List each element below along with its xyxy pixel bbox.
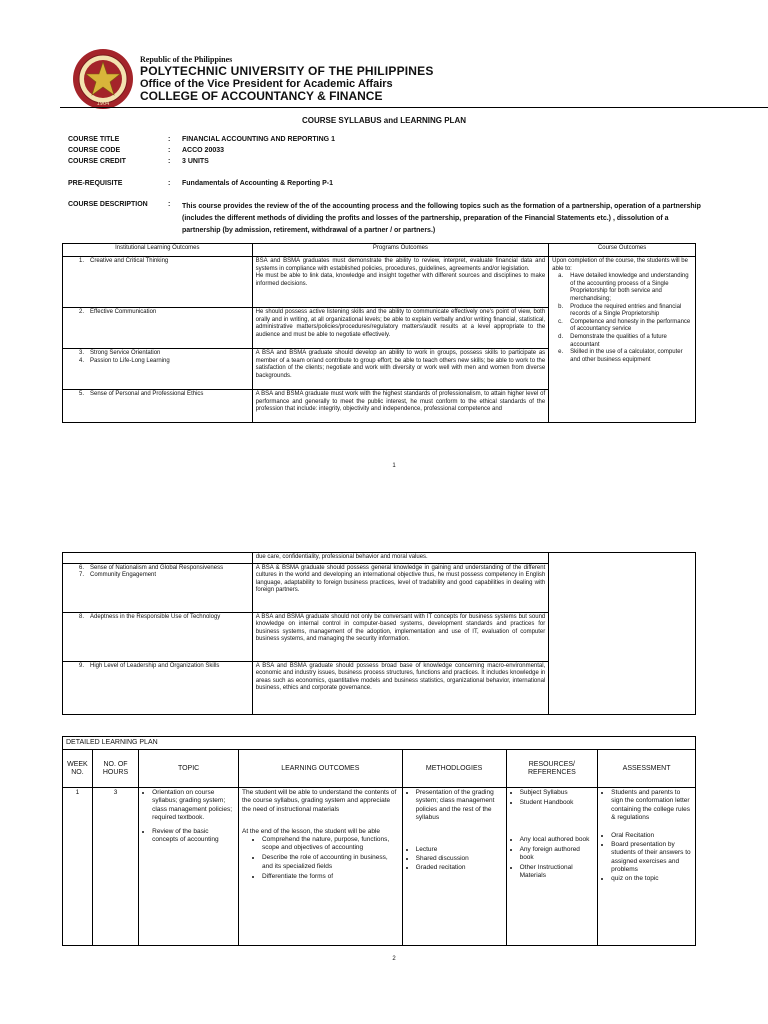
- pup-seal-logo: [72, 48, 134, 110]
- co-text: Have detailed knowledge and understanding of the accounting process of a Single Proprietorship for both service and merchandising;: [570, 273, 689, 302]
- co-text: Competence and honesty in the performance of accountancy service: [570, 318, 691, 333]
- course-credit-label: COURSE CREDIT: [68, 158, 126, 165]
- list-item: • Comprehend the nature, purpose, functions, scope and objectives of accounting: [262, 836, 399, 852]
- document-title: COURSE SYLLABUS and LEARNING PLAN: [301, 116, 466, 125]
- co-text: Skilled in the use of a calculator, computer and other business equipment: [570, 349, 683, 363]
- list-number: 4.: [78, 357, 84, 364]
- po-cell: He should possess active listening skills and the ability to communicate effectively one's point of view, both orally and in writing, at all organizational levels; be able to explain verbally and/or writing financial, statistical, administrative matters/policies/procedures/regulatory matters/audit results at a level appropriate to the audience and must be able to negotiate effectively.: [252, 308, 549, 349]
- course-outcomes-cell: [549, 553, 696, 715]
- page-number: 1: [392, 463, 396, 469]
- assessment-header: ASSESSMENT: [598, 750, 696, 788]
- header-divider: [60, 107, 768, 108]
- list-number: 8.: [78, 613, 84, 620]
- topic-header: TOPIC: [139, 750, 239, 788]
- office-name: Office of the Vice President for Academic Affairs: [140, 77, 393, 90]
- list-item: [558, 273, 692, 303]
- list-item: • Other Instructional Materials: [520, 864, 595, 880]
- assessment-cell: [598, 788, 696, 946]
- ilo-item: Passion to Life-Long Learning: [90, 357, 170, 364]
- ilo-cell: [63, 257, 253, 308]
- colon: :: [168, 147, 171, 154]
- co-text: Produce the required entries and financial records of a Single Proprietorship: [570, 303, 682, 318]
- po-cell: A BSA and BSMA graduate should develop an ability to work in groups, possess skills to participate as member of a team or/and contribute to group effort; be able to teach others new skills; be able to work to the satisfaction of the clients; negotiate and work with diversity or work well with men and women from diverse backgrounds.: [252, 349, 549, 390]
- ilo-cell: [63, 612, 253, 661]
- ilo-header: Institutional Learning Outcomes: [63, 244, 253, 257]
- list-item: • Oral Recitation: [611, 832, 692, 840]
- colon: :: [168, 136, 171, 143]
- course-code-value: ACCO 20033: [182, 147, 225, 154]
- ilo-cell: [63, 553, 253, 564]
- ilo-cell: [63, 308, 253, 349]
- resources-header: RESOURCES/ REFERENCES: [506, 750, 598, 788]
- university-name: POLYTECHNIC UNIVERSITY OF THE PHILIPPINES: [140, 63, 434, 78]
- outcomes-table: [62, 243, 696, 423]
- ilo-item: Strong Service Orientation: [90, 350, 161, 356]
- list-item: [558, 333, 692, 349]
- ilo-item: Sense of Personal and Professional Ethics: [90, 391, 204, 397]
- list-item: • Any foreign authored book: [520, 846, 595, 862]
- ilo-cell: [63, 661, 253, 714]
- list-marker: e.: [558, 349, 564, 356]
- course-code-label: COURSE CODE: [68, 147, 121, 154]
- ilo-item: Community Engagement: [90, 572, 157, 579]
- college-name: COLLEGE OF ACCOUNTANCY & FINANCE: [140, 89, 383, 104]
- list-item: [558, 303, 692, 319]
- methodologies-header: METHODLOGIES: [402, 750, 506, 788]
- po-cell: [252, 257, 549, 308]
- resources-cell: [506, 788, 598, 946]
- course-outcomes-cell: [549, 257, 696, 423]
- co-intro: Upon completion of the course, the students will be able to:: [552, 258, 688, 272]
- lo-text: The student will be able to understand the contents of the course syllabus, grading system and appreciate the need of instructional materials: [241, 789, 397, 813]
- seal-year: 1904: [96, 101, 110, 107]
- page-number: 2: [392, 956, 396, 962]
- list-item: • Graded recitation: [416, 864, 503, 872]
- list-item: • Any local authored book: [520, 836, 595, 844]
- list-item: • Presentation of the grading system; class management policies and the rest of the syllabus: [416, 789, 503, 822]
- po-text: He must be able to link data, knowledge and insight together with different sources and disciplines to make informed decisions.: [255, 273, 546, 287]
- colon: :: [168, 158, 171, 165]
- list-number: 1.: [78, 258, 84, 264]
- co-text: Demonstrate the qualities of a future accountant: [570, 333, 667, 348]
- ilo-item: Sense of Nationalism and Global Responsiveness: [90, 564, 224, 571]
- co-header: Course Outcomes: [549, 244, 696, 257]
- list-item: • Differentiate the forms of: [262, 873, 399, 881]
- list-item: • Student Handbook: [520, 799, 595, 807]
- topic-cell: [139, 788, 239, 946]
- po-cell: A BSA and BSMA graduate should possess broad base of knowledge concerning macro-environmental, economic and industry issues, business process structures, functions and practices. It includes knowledge in areas such as economics, quantitative models and business statistics, organizational behavior, international business, ethics and corporate governance.: [252, 661, 549, 714]
- list-item: • Board presentation by students of their answers to assigned exercises and problems: [611, 841, 692, 874]
- list-item: • Describe the role of accounting in business, and its specialized fields: [262, 854, 399, 870]
- list-item: • Lecture: [416, 846, 503, 854]
- list-item: • Subject Syllabus: [520, 789, 595, 797]
- list-number: 3.: [78, 350, 84, 356]
- list-number: 9.: [78, 662, 84, 669]
- list-marker: a.: [558, 273, 564, 280]
- week-cell: 1: [63, 788, 93, 946]
- list-number: 7.: [78, 572, 84, 579]
- course-credit-value: 3 UNITS: [182, 158, 209, 165]
- learning-plan-table: [62, 736, 696, 946]
- learning-plan-title: DETAILED LEARNING PLAN: [63, 737, 696, 750]
- lo-text: At the end of the lesson, the student will be able: [241, 827, 381, 835]
- list-number: 5.: [78, 391, 84, 397]
- course-title-label: COURSE TITLE: [68, 136, 120, 143]
- prerequisite-value: Fundamentals of Accounting & Reporting P-1: [182, 180, 334, 187]
- list-marker: c.: [558, 318, 563, 325]
- po-cell: A BSA & BSMA graduate should possess general knowledge in gaining and understanding of the different cultures in the world and developing an international objective thus, he must possess competency in English language, adaptability to foreign business practices, level of tradability and good capabilities in dealing with foreign partners.: [252, 563, 549, 612]
- hours-header: NO. OF HOURS: [92, 750, 138, 788]
- methodologies-cell: [402, 788, 506, 946]
- po-cell: A BSA and BSMA graduate should not only be conversant with IT concepts for business systems but sound knowledge on internal control in computer-based systems, development standards and practices for business systems, management of the adoption, implementation and use of IT, evaluation of computer business systems, and managing the security information.: [252, 612, 549, 661]
- outcomes-table-continued: [62, 552, 696, 715]
- list-item: [558, 318, 692, 334]
- po-header: Programs Outcomes: [252, 244, 549, 257]
- ilo-item: Creative and Critical Thinking: [90, 258, 169, 264]
- ilo-item: High Level of Leadership and Organization Skills: [90, 662, 220, 669]
- learning-outcomes-header: LEARNING OUTCOMES: [238, 750, 402, 788]
- list-marker: b.: [558, 303, 564, 310]
- po-cell: A BSA and BSMA graduate must work with the highest standards of professionalism, to attain higher level of performance and generally to meet the public interest, he must conform to the ethical standards of the profession that include: integrity, objectivity and independence, professional competence and: [252, 390, 549, 423]
- list-item: • Review of the basic concepts of accounting: [152, 828, 235, 844]
- colon: :: [168, 201, 171, 208]
- course-title-value: FINANCIAL ACCOUNTING AND REPORTING 1: [182, 136, 335, 143]
- course-description: This course provides the review of the of the accounting process and the following topics such as the formation of a partnership, operation of a partnership (includes the different methods of dividing the profits and losses of the partnership, preparation of the Financial Statements etc.) , dissolution of a partnership (by admission, retirement, withdrawal of a partner / or partners.): [182, 203, 701, 234]
- republic-line: Republic of the Philippines: [140, 55, 233, 64]
- list-item: • quiz on the topic: [611, 875, 692, 883]
- description-label: COURSE DESCRIPTION: [68, 201, 148, 208]
- list-item: • Students and parents to sign the conformation letter containing the college rules & regulations: [611, 789, 692, 822]
- po-cell: due care, confidentiality, professional behavior and moral values.: [252, 553, 549, 564]
- list-number: 6.: [78, 564, 84, 571]
- learning-outcomes-cell: [238, 788, 402, 946]
- ilo-cell: [63, 563, 253, 612]
- colon: :: [168, 180, 171, 187]
- ilo-cell: [63, 349, 253, 390]
- ilo-cell: [63, 390, 253, 423]
- week-header: WEEK NO.: [63, 750, 93, 788]
- institution-header: [140, 56, 434, 103]
- ilo-item: Effective Communication: [90, 309, 157, 315]
- list-marker: d.: [558, 333, 564, 340]
- hours-cell: 3: [92, 788, 138, 946]
- po-text: BSA and BSMA graduates must demonstrate the ability to review, interpret, evaluate financial data and systems in compliance with established policies, procedures, guidelines, agreements and/or legislation.: [255, 258, 546, 272]
- prerequisite-label: PRE-REQUISITE: [68, 180, 123, 187]
- list-number: 2.: [78, 309, 84, 315]
- list-item: • Orientation on course syllabus; grading system; class management policies; required textbook.: [152, 789, 235, 822]
- ilo-item: Adeptness in the Responsible Use of Technology: [90, 613, 221, 620]
- list-item: • Shared discussion: [416, 855, 503, 863]
- list-item: [558, 349, 692, 364]
